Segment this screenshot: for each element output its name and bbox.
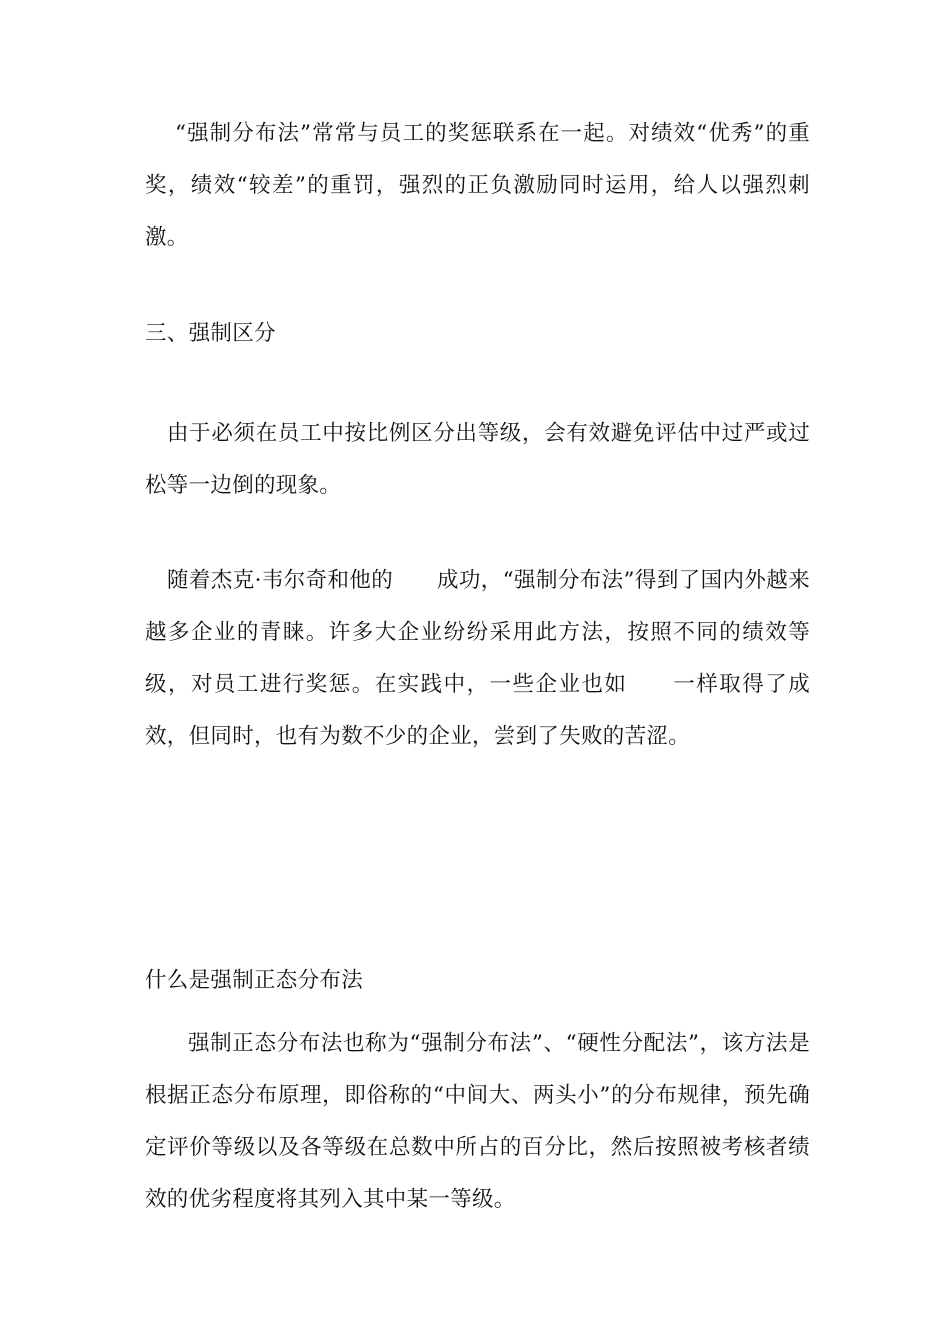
section-heading-forced-normal-distribution: 什么是强制正态分布法: [145, 968, 364, 993]
paragraph-definition: 强制正态分布法也称为“强制分布法”、“硬性分配法”，该方法是根据正态分布原理，即俗称的“中间大、两头小”的分布规律，预先确定评价等级以及各等级在总数中所占的百分比，然后按照被考核者绩效的优劣程度将其列入其中某一等级。: [145, 1031, 810, 1212]
paragraph-proportional-grading: 由于必须在员工中按比例区分出等级，会有效避免评估中过严或过松等一边倒的现象。: [145, 421, 810, 498]
paragraph-jack-welch-adoption: 随着杰克·韦尔奇和他的 成功，“强制分布法”得到了国内外越来越多企业的青睐。许多大企业纷纷采用此方法，按照不同的绩效等级，对员工进行奖惩。在实践中，一些企业也如 一样取得了成效，但同时，也有为数不少的企业，尝到了失败的苦涩。: [145, 568, 810, 749]
section-heading-forced-distinction: 三、强制区分: [145, 321, 276, 346]
paragraph-reward-punishment: “强制分布法”常常与员工的奖惩联系在一起。对绩效“优秀”的重奖，绩效“较差”的重罚，强烈的正负激励同时运用，给人以强烈刺激。: [145, 121, 810, 250]
